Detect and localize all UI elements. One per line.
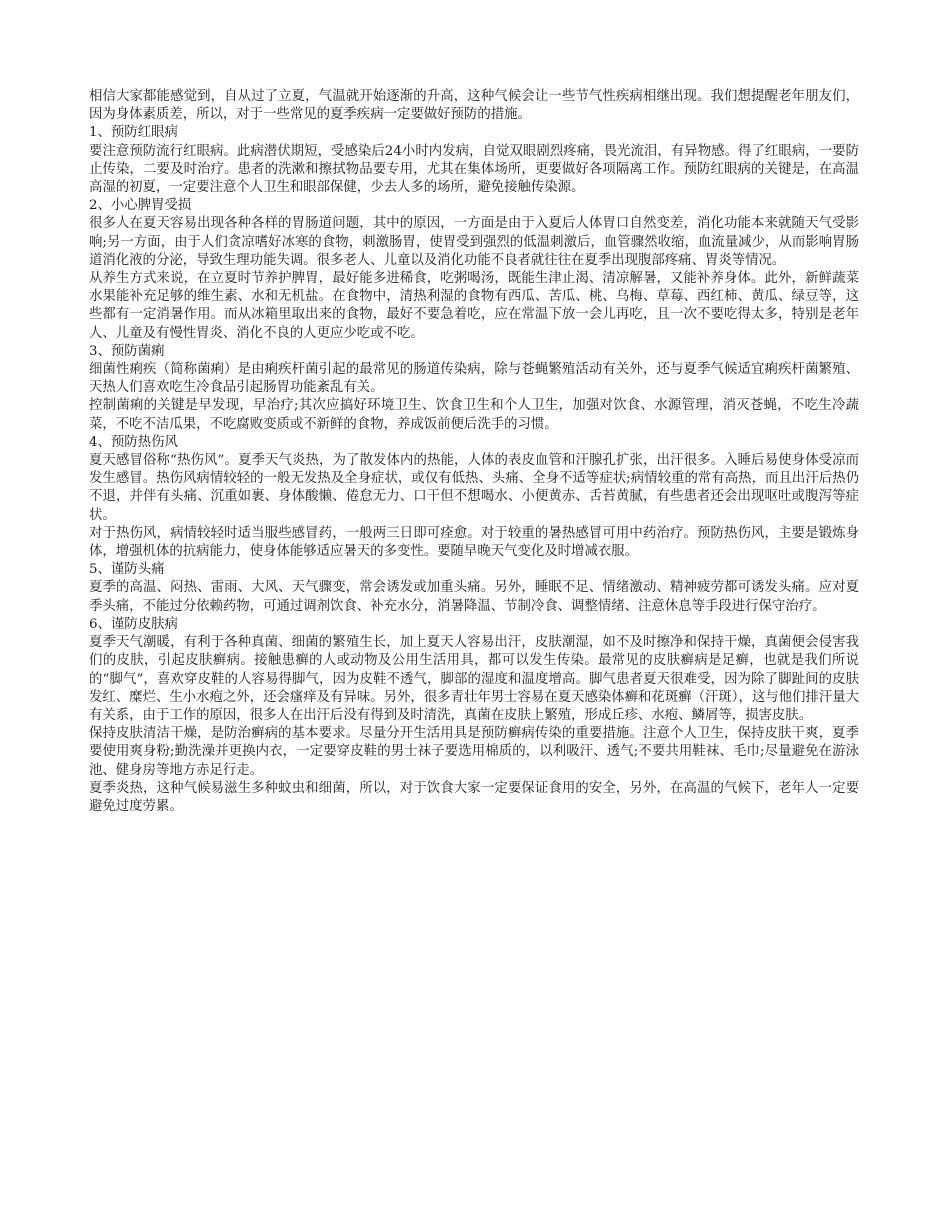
document-body <box>89 88 859 816</box>
section-2-paragraph-2: 从养生方式来说，在立夏时节养护脾胃，最好能多进稀食，吃粥喝汤，既能生津止渴、清凉解暑，又能补养身体。此外，新鲜蔬菜水果能补充足够的维生素、水和无机盐。在食物中，清热利湿的食物有西瓜、苦瓜、桃、乌梅、草莓、西红柿、黄瓜、绿豆等，这些都有一定消暑作用。而从冰箱里取出来的食物，最好不要急着吃，应在常温下放一会儿再吃，且一次不要吃得太多，特别是老年人、儿童及有慢性胃炎、消化不良的人更应少吃或不吃。 <box>89 271 859 341</box>
section-heading-3: 3、预防菌痢 <box>89 343 165 359</box>
section-heading-6: 6、谨防皮肤病 <box>89 616 178 632</box>
section-heading-1: 1、预防红眼病 <box>89 125 178 141</box>
section-6-paragraph-1: 夏季天气潮暖，有利于各种真菌、细菌的繁殖生长，加上夏天人容易出汗，皮肤潮湿，如不及时擦净和保持干燥，真菌便会侵害我们的皮肤，引起皮肤癣病。接触患癣的人或动物及公用生活用具，都可以发生传染。最常见的皮肤癣病是足癣，也就是我们所说的“脚气”，喜欢穿皮鞋的人容易得脚气，因为皮鞋不透气，脚部的湿度和温度增高。脚气患者夏天很难受，因为除了脚趾间的皮肤发红、糜烂、生小水疱之外，还会瘙痒及有异味。另外，很多青壮年男士容易在夏天感染体癣和花斑癣（汗斑），这与他们排汗量大有关系，由于工作的原因，很多人在出汗后没有得到及时清洗，真菌在皮肤上繁殖，形成丘疹、水疱、鳞屑等，损害皮肤。 <box>89 635 859 723</box>
section-2-paragraph-1: 很多人在夏天容易出现各种各样的胃肠道问题，其中的原因，一方面是由于入夏后人体胃口自然变差，消化功能本来就随天气受影响;另一方面，由于人们贪凉嗜好冰寒的食物，刺激肠胃，使胃受到强烈的低温刺激后，血管骤然收缩，血流量减少，从而影响胃肠道消化液的分泌，导致生理功能失调。很多老人、儿童以及消化功能不良者就往往在夏季出现腹部疼痛、胃炎等情况。 <box>89 216 859 268</box>
section-4-paragraph-2: 对于热伤风，病情较轻时适当服些感冒药，一般两三日即可痊愈。对于较重的暑热感冒可用中药治疗。预防热伤风，主要是锻炼身体，增强机体的抗病能力，使身体能够适应暑天的多变性。要随早晚天气变化及时增减衣服。 <box>89 525 859 560</box>
section-heading-2: 2、小心脾胃受损 <box>89 198 192 214</box>
intro-paragraph: 相信大家都能感觉到，自从过了立夏，气温就开始逐渐的升高，这种气候会让一些节气性疾病相继出现。我们想提醒老年朋友们，因为身体素质差，所以，对于一些常见的夏季疾病一定要做好预防的措施。 <box>89 89 859 123</box>
section-6-paragraph-2: 保持皮肤清洁干燥，是防治癣病的基本要求。尽量分开生活用具是预防癣病传染的重要措施。注意个人卫生，保持皮肤干爽，夏季要使用爽身粉;勤洗澡并更换内衣，一定要穿皮鞋的男士袜子要选用棉质的，以利吸汗、透气;不要共用鞋袜、毛巾;尽量避免在游泳池、健身房等地方赤足行走。 <box>89 726 859 778</box>
section-1-paragraph-1: 要注意预防流行红眼病。此病潜伏期短，受感染后24小时内发病，自觉双眼剧烈疼痛，畏光流泪，有异物感。得了红眼病，一要防止传染，二要及时治疗。患者的洗漱和擦拭物品要专用，尤其在集体场所，更要做好各项隔离工作。预防红眼病的关键是，在高温高湿的初夏，一定要注意个人卫生和眼部保健，少去人多的场所，避免接触传染源。 <box>89 143 859 196</box>
section-3-paragraph-1: 细菌性痢疾（简称菌痢）是由痢疾杆菌引起的最常见的肠道传染病，除与苍蝇繁殖活动有关外，还与夏季气候适宜痢疾杆菌繁殖、天热人们喜欢吃生冷食品引起肠胃功能紊乱有关。 <box>89 362 859 396</box>
section-heading-5: 5、谨防头痛 <box>89 562 165 578</box>
section-heading-4: 4、预防热伤风 <box>89 434 178 450</box>
section-5-paragraph-1: 夏季的高温、闷热、雷雨、大风、天气骤变，常会诱发或加重头痛。另外，睡眠不足、情绪激动、精神疲劳都可诱发头痛。应对夏季头痛，不能过分依赖药物，可通过调剂饮食、补充水分，消暑降温、节制冷食、调整情绪、注意休息等手段进行保守治疗。 <box>89 580 859 614</box>
section-4-paragraph-1: 夏天感冒俗称“热伤风”。夏季天气炎热，为了散发体内的热能，人体的表皮血管和汗腺孔扩张，出汗很多。入睡后易使身体受凉而发生感冒。热伤风病情较轻的一般无发热及全身症状，或仅有低热、头痛、全身不适等症状;病情较重的常有高热，而且出汗后热仍不退，并伴有头痛、沉重如裹、身体酸懒、倦怠无力、口干但不想喝水、小便黄赤、舌苔黄腻，有些患者还会出现呕吐或腹泻等症状。 <box>89 453 859 523</box>
closing-paragraph: 夏季炎热，这种气候易滋生多种蚊虫和细菌，所以，对于饮食大家一定要保证食用的安全，另外，在高温的气候下，老年人一定要避免过度劳累。 <box>89 780 859 814</box>
section-3-paragraph-2: 控制菌痢的关键是早发现，早治疗;其次应搞好环境卫生、饮食卫生和个人卫生，加强对饮食、水源管理，消灭苍蝇，不吃生冷蔬菜，不吃不洁瓜果，不吃腐败变质或不新鲜的食物，养成饭前便后洗手的习惯。 <box>89 398 859 432</box>
